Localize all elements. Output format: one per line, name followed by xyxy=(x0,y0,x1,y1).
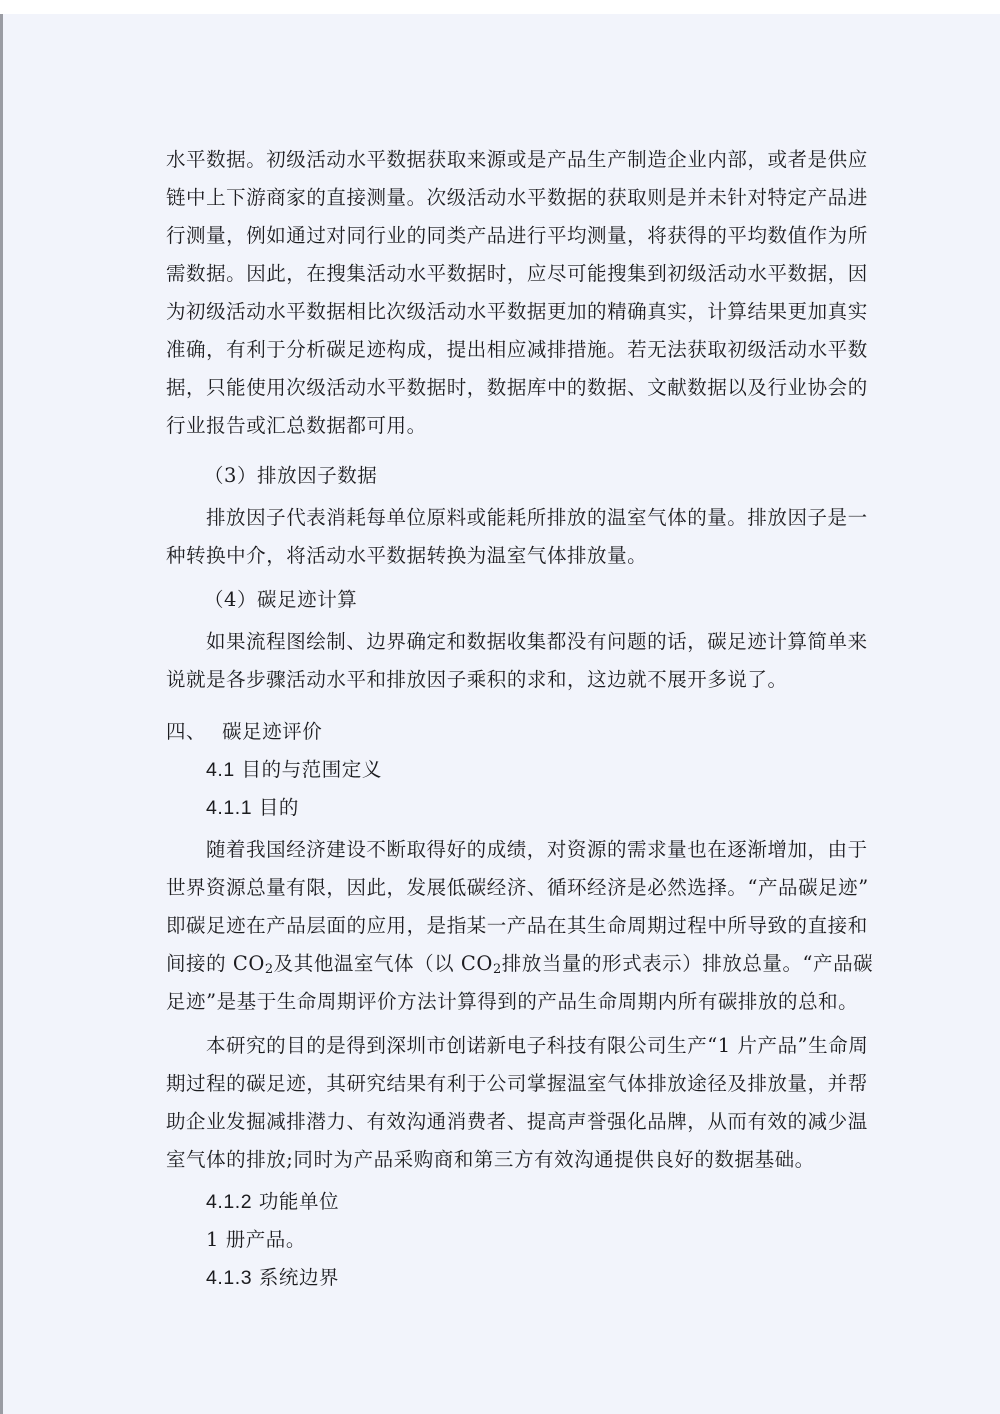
chapter-title: 碳足迹评价 xyxy=(222,720,323,743)
section-title: 目的 xyxy=(258,796,299,819)
body-line: 如果流程图绘制、边界确定和数据收集都没有问题的话，碳足迹计算简单来 xyxy=(206,630,868,653)
body-line: 据，只能使用次级活动水平数据时，数据库中的数据、文献数据以及行业协会的 xyxy=(166,376,868,399)
body-line: 助企业发掘减排潜力、有效沟通消费者、提高声誉强化品牌，从而有效的减少温 xyxy=(166,1110,868,1133)
subscript: 2 xyxy=(264,962,274,977)
subsection-heading-4: （4）碳足迹计算 xyxy=(204,588,358,611)
body-line: 世界资源总量有限，因此，发展低碳经济、循环经济是必然选择。“产品碳足迹” xyxy=(166,876,869,899)
section-number: 4.1.2 xyxy=(206,1191,253,1213)
section-title: 系统边界 xyxy=(258,1266,340,1289)
subscript: 2 xyxy=(492,962,502,977)
body-line: 1 册产品。 xyxy=(206,1228,306,1251)
section-heading-4-1 xyxy=(206,754,382,782)
body-line: 室气体的排放;同时为产品采购商和第三方有效沟通提供良好的数据基础。 xyxy=(166,1148,815,1171)
text-span: 排放当量的形式表示）排放总量。“产品碳 xyxy=(501,952,874,975)
section-heading-4-1-3 xyxy=(206,1262,339,1290)
section-heading-4-1-1 xyxy=(206,792,299,820)
text-span: 间接的 CO xyxy=(166,952,265,975)
body-line: 水平数据。初级活动水平数据获取来源或是产品生产制造企业内部，或者是供应 xyxy=(166,148,868,171)
body-line: 足迹”是基于生命周期评价方法计算得到的产品生命周期内所有碳排放的总和。 xyxy=(166,990,859,1013)
body-line: 行业报告或汇总数据都可用。 xyxy=(166,414,427,437)
body-line: 本研究的目的是得到深圳市创诺新电子科技有限公司生产“1 片产品”生命周 xyxy=(206,1034,869,1057)
section-number: 4.1.1 xyxy=(206,797,253,819)
text-span: 及其他温室气体（以 CO xyxy=(273,952,493,975)
body-line: 链中上下游商家的直接测量。次级活动水平数据的获取则是并未针对特定产品进 xyxy=(166,186,868,209)
section-title: 目的与范围定义 xyxy=(241,758,382,781)
chapter-number: 四、 xyxy=(166,720,207,743)
body-line: 为初级活动水平数据相比次级活动水平数据更加的精确真实，计算结果更加真实 xyxy=(166,300,868,323)
section-title: 功能单位 xyxy=(258,1190,340,1213)
body-line: 行测量，例如通过对同行业的同类产品进行平均测量，将获得的平均数值作为所 xyxy=(166,224,868,247)
chapter-heading xyxy=(166,716,322,744)
body-line: 随着我国经济建设不断取得好的成绩，对资源的需求量也在逐渐增加，由于 xyxy=(206,838,868,861)
body-line: 种转换中介，将活动水平数据转换为温室气体排放量。 xyxy=(166,544,648,567)
section-heading-4-1-2 xyxy=(206,1186,339,1214)
document-page xyxy=(0,14,1000,1414)
body-line xyxy=(166,948,873,977)
body-line: 期过程的碳足迹，其研究结果有利于公司掌握温室气体排放途径及排放量，并帮 xyxy=(166,1072,868,1095)
section-number: 4.1.3 xyxy=(206,1267,253,1289)
body-line: 即碳足迹在产品层面的应用，是指某一产品在其生命周期过程中所导致的直接和 xyxy=(166,914,868,937)
body-line: 准确，有利于分析碳足迹构成，提出相应减排措施。若无法获取初级活动水平数 xyxy=(166,338,868,361)
body-line: 需数据。因此，在搜集活动水平数据时，应尽可能搜集到初级活动水平数据，因 xyxy=(166,262,868,285)
body-line: 排放因子代表消耗每单位原料或能耗所排放的温室气体的量。排放因子是一 xyxy=(206,506,868,529)
section-number: 4.1 xyxy=(206,759,235,781)
subsection-heading-3: （3）排放因子数据 xyxy=(204,464,378,487)
body-line: 说就是各步骤活动水平和排放因子乘积的求和，这边就不展开多说了。 xyxy=(166,668,788,691)
